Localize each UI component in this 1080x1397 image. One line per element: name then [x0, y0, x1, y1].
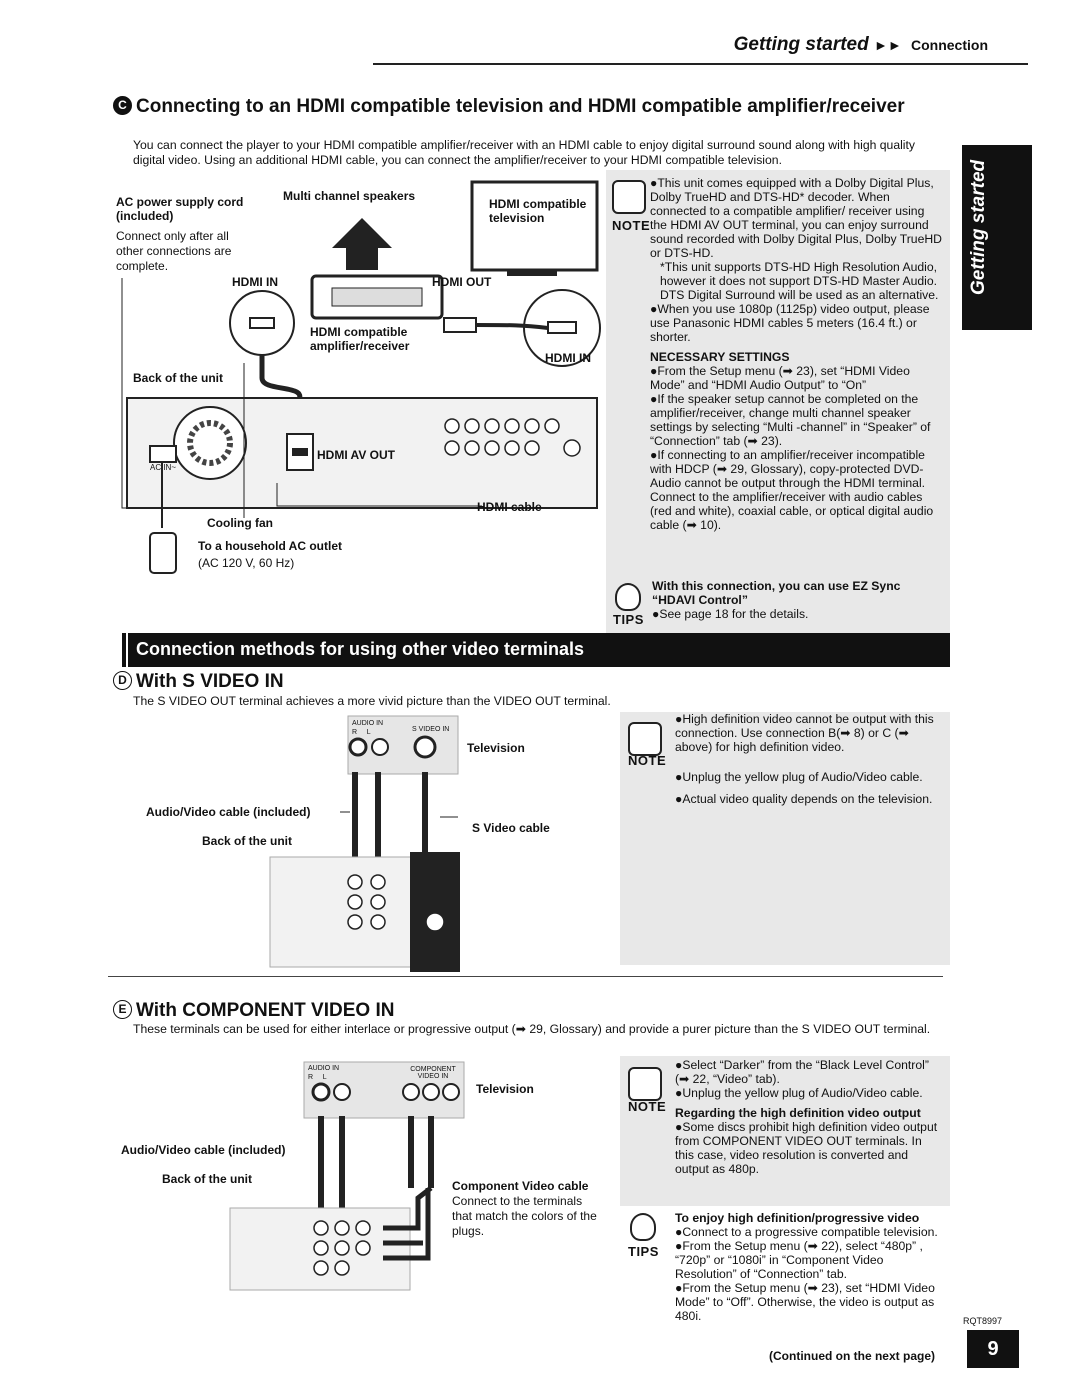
section-c-intro: You can connect the player to your HDMI compatible amplifier/receiver with an HDMI cable to enjoy digital surround sound along with high quality digital video. Using an additional HDMI cable, you can connect the amplifier/receiver to your HDMI compatible television. — [133, 138, 915, 167]
section-e-letter: E — [113, 1000, 132, 1019]
necessary-item: ●If the speaker setup cannot be completed on the amplifier/receiver, change multi channel speaker settings by selecting “Multi -channel” in “Speaker” of “Connection” tab (➡ 23). — [650, 392, 931, 448]
section-c-tips — [652, 579, 942, 621]
note-item: ●Unplug the yellow plug of Audio/Video cable. — [675, 1086, 923, 1100]
back-of-unit-label: Back of the unit — [133, 371, 224, 385]
section-bar-title: Connection methods for using other video terminals — [136, 639, 585, 659]
hdmi-av-out-label: HDMI AV OUT — [317, 448, 395, 462]
r-l-label: R L — [352, 729, 371, 736]
amplifier-label: HDMI compatible amplifier/receiver — [310, 325, 410, 353]
s-video-cable-label: S Video cable — [472, 821, 550, 835]
section-d-note — [675, 712, 943, 806]
header-rule — [373, 63, 1028, 65]
av-cable-label: Audio/Video cable (included) — [146, 805, 311, 819]
speakers-label: Multi channel speakers — [283, 189, 416, 203]
tips-item: ●See page 18 for the details. — [652, 607, 809, 621]
model-number: RQT8997 — [963, 1316, 1003, 1326]
audio-in-label: AUDIO IN — [308, 1065, 340, 1072]
header-subtitle: Connection — [911, 37, 988, 53]
section-c-note — [650, 176, 942, 532]
tips-icon — [615, 583, 641, 611]
ac-in-label: AC IN~ — [150, 463, 177, 472]
ac-cord-note: Connect only after all other connections are complete. — [116, 229, 232, 273]
hdmi-cable-label: HDMI cable — [477, 500, 542, 514]
component-cable-label: Component Video cable — [452, 1179, 589, 1193]
note-item: ●This unit comes equipped with a Dolby Digital Plus, Dolby TrueHD and DTS-HD* decoder. When connected to a compatible amplifier/ receiver using the HDMI AV OUT terminal, you can enjoy surround sound recorded with Dolby Digital Plus, Dolby TrueHD or DTS-HD. — [650, 176, 942, 260]
hd-heading: Regarding the high definition video output — [675, 1106, 921, 1120]
section-d-letter: D — [113, 671, 132, 690]
necessary-settings-heading: NECESSARY SETTINGS — [650, 350, 790, 364]
getting-started-tab: Getting started — [962, 145, 1032, 330]
back-of-unit-label: Back of the unit — [202, 834, 293, 848]
section-d-title: D With S VIDEO IN — [113, 671, 284, 693]
section-bar — [128, 633, 950, 667]
hdmi-in-right-label: HDMI IN — [545, 351, 591, 365]
component-video-in-label: COMPONENT VIDEO IN — [410, 1066, 456, 1080]
tips-item: ●Connect to a progressive compatible television. — [675, 1225, 938, 1239]
outlet-spec: (AC 120 V, 60 Hz) — [198, 556, 295, 570]
cooling-fan-icon — [174, 407, 246, 479]
note-item: ●Select “Darker” from the “Black Level Control” (➡ 22, “Video” tab). — [675, 1058, 929, 1086]
speaker-arrow-icon — [332, 218, 392, 270]
section-d-note-label: NOTE — [628, 753, 667, 768]
section-e-intro: These terminals can be used for either interlace or progressive output (➡ 29, Glossary) and provide a purer picture than the S VIDEO OUT terminal. — [133, 1022, 931, 1036]
section-e-title: E With COMPONENT VIDEO IN — [113, 1000, 394, 1022]
section-c-tips-label: TIPS — [613, 612, 644, 627]
note-item: ●Actual video quality depends on the television. — [675, 792, 933, 806]
component-diagram — [118, 1058, 608, 1298]
r-l-label: R L — [308, 1074, 327, 1081]
s-video-in-label: S VIDEO IN — [412, 726, 450, 733]
note-icon — [628, 722, 662, 756]
ac-cord-label: AC power supply cord (included) — [116, 195, 244, 223]
note-icon — [612, 180, 646, 214]
page-header — [734, 34, 988, 56]
section-c-letter: C — [113, 96, 132, 115]
header-arrows: ►► — [874, 37, 902, 53]
page-number: 9 — [967, 1330, 1019, 1368]
section-e-tips — [675, 1211, 943, 1323]
section-c-note-label: NOTE — [612, 218, 651, 233]
television-label: Television — [467, 741, 525, 755]
section-e-tips-label: TIPS — [628, 1244, 659, 1259]
audio-in-label: AUDIO IN — [352, 720, 384, 727]
note-item: ●Unplug the yellow plug of Audio/Video cable. — [675, 770, 923, 784]
tips-heading: To enjoy high definition/progressive video — [675, 1211, 920, 1225]
tips-heading: With this connection, you can use EZ Sync “HDAVI Control” — [652, 579, 901, 607]
note-item: *This unit supports DTS-HD High Resolution Audio, however it does not support DTS-HD Master Audio. DTS Digital Surround will be used as an alternative. — [660, 260, 939, 302]
outlet-label: To a household AC outlet — [198, 539, 342, 553]
hdmi-out-label: HDMI OUT — [432, 275, 492, 289]
section-c-title: C Connecting to an HDMI compatible television and HDMI compatible amplifier/receiver — [113, 96, 913, 118]
ac-outlet-icon — [150, 533, 176, 573]
back-of-unit-label: Back of the unit — [162, 1172, 253, 1186]
tips-icon — [630, 1213, 656, 1241]
continued-note: (Continued on the next page) — [769, 1349, 935, 1363]
header-title: Getting started — [733, 34, 869, 55]
section-d-intro: The S VIDEO OUT terminal achieves a more vivid picture than the VIDEO OUT terminal. — [133, 694, 611, 708]
tips-item: ●From the Setup menu (➡ 22), select “480p” , “720p” or “1080i” in “Component Video Resolution” of “Connection” tab. — [675, 1239, 923, 1281]
component-cable-note: Connect to the terminals that match the colors of the plugs. — [452, 1194, 597, 1238]
necessary-item: ●If connecting to an amplifier/receiver incompatible with HDCP (➡ 29, Glossary), copy-protected DVD-Audio cannot be output through the HDMI terminal. Connect to the amplifier/receiver with audio cables (red and white), coaxial cable, or optical digital audio cable (➡ 10). — [650, 448, 934, 532]
section-e-note-label: NOTE — [628, 1099, 667, 1114]
television-label: Television — [476, 1082, 534, 1096]
tips-item: ●From the Setup menu (➡ 23), set “HDMI Video Mode” to “Off”. Otherwise, the video is output as 480i. — [675, 1281, 935, 1323]
tv-label: HDMI compatible television — [489, 197, 587, 225]
hdmi-diagram — [112, 178, 607, 588]
hdmi-in-left-label: HDMI IN — [232, 275, 278, 289]
section-e-note — [675, 1058, 943, 1176]
av-cable-label: Audio/Video cable (included) — [121, 1143, 286, 1157]
note-item: ●High definition video cannot be output with this connection. Use connection B(➡ 8) or C (➡ above) for high definition video. — [675, 712, 934, 754]
cooling-fan-label: Cooling fan — [207, 516, 273, 530]
hd-item: ●Some discs prohibit high definition video output from COMPONENT VIDEO OUT terminals. In this case, video resolution is converted and output as 480p. — [675, 1120, 938, 1176]
tv-icon — [472, 182, 597, 270]
note-item: ●When you use 1080p (1125p) video output, please use Panasonic HDMI cables 5 meters (16.4 ft.) or shorter. — [650, 302, 930, 344]
necessary-item: ●From the Setup menu (➡ 23), set “HDMI Video Mode” and “HDMI Audio Output” to “On” — [650, 364, 910, 392]
s-video-diagram — [140, 712, 610, 972]
section-divider — [108, 976, 943, 977]
note-icon — [628, 1067, 662, 1101]
